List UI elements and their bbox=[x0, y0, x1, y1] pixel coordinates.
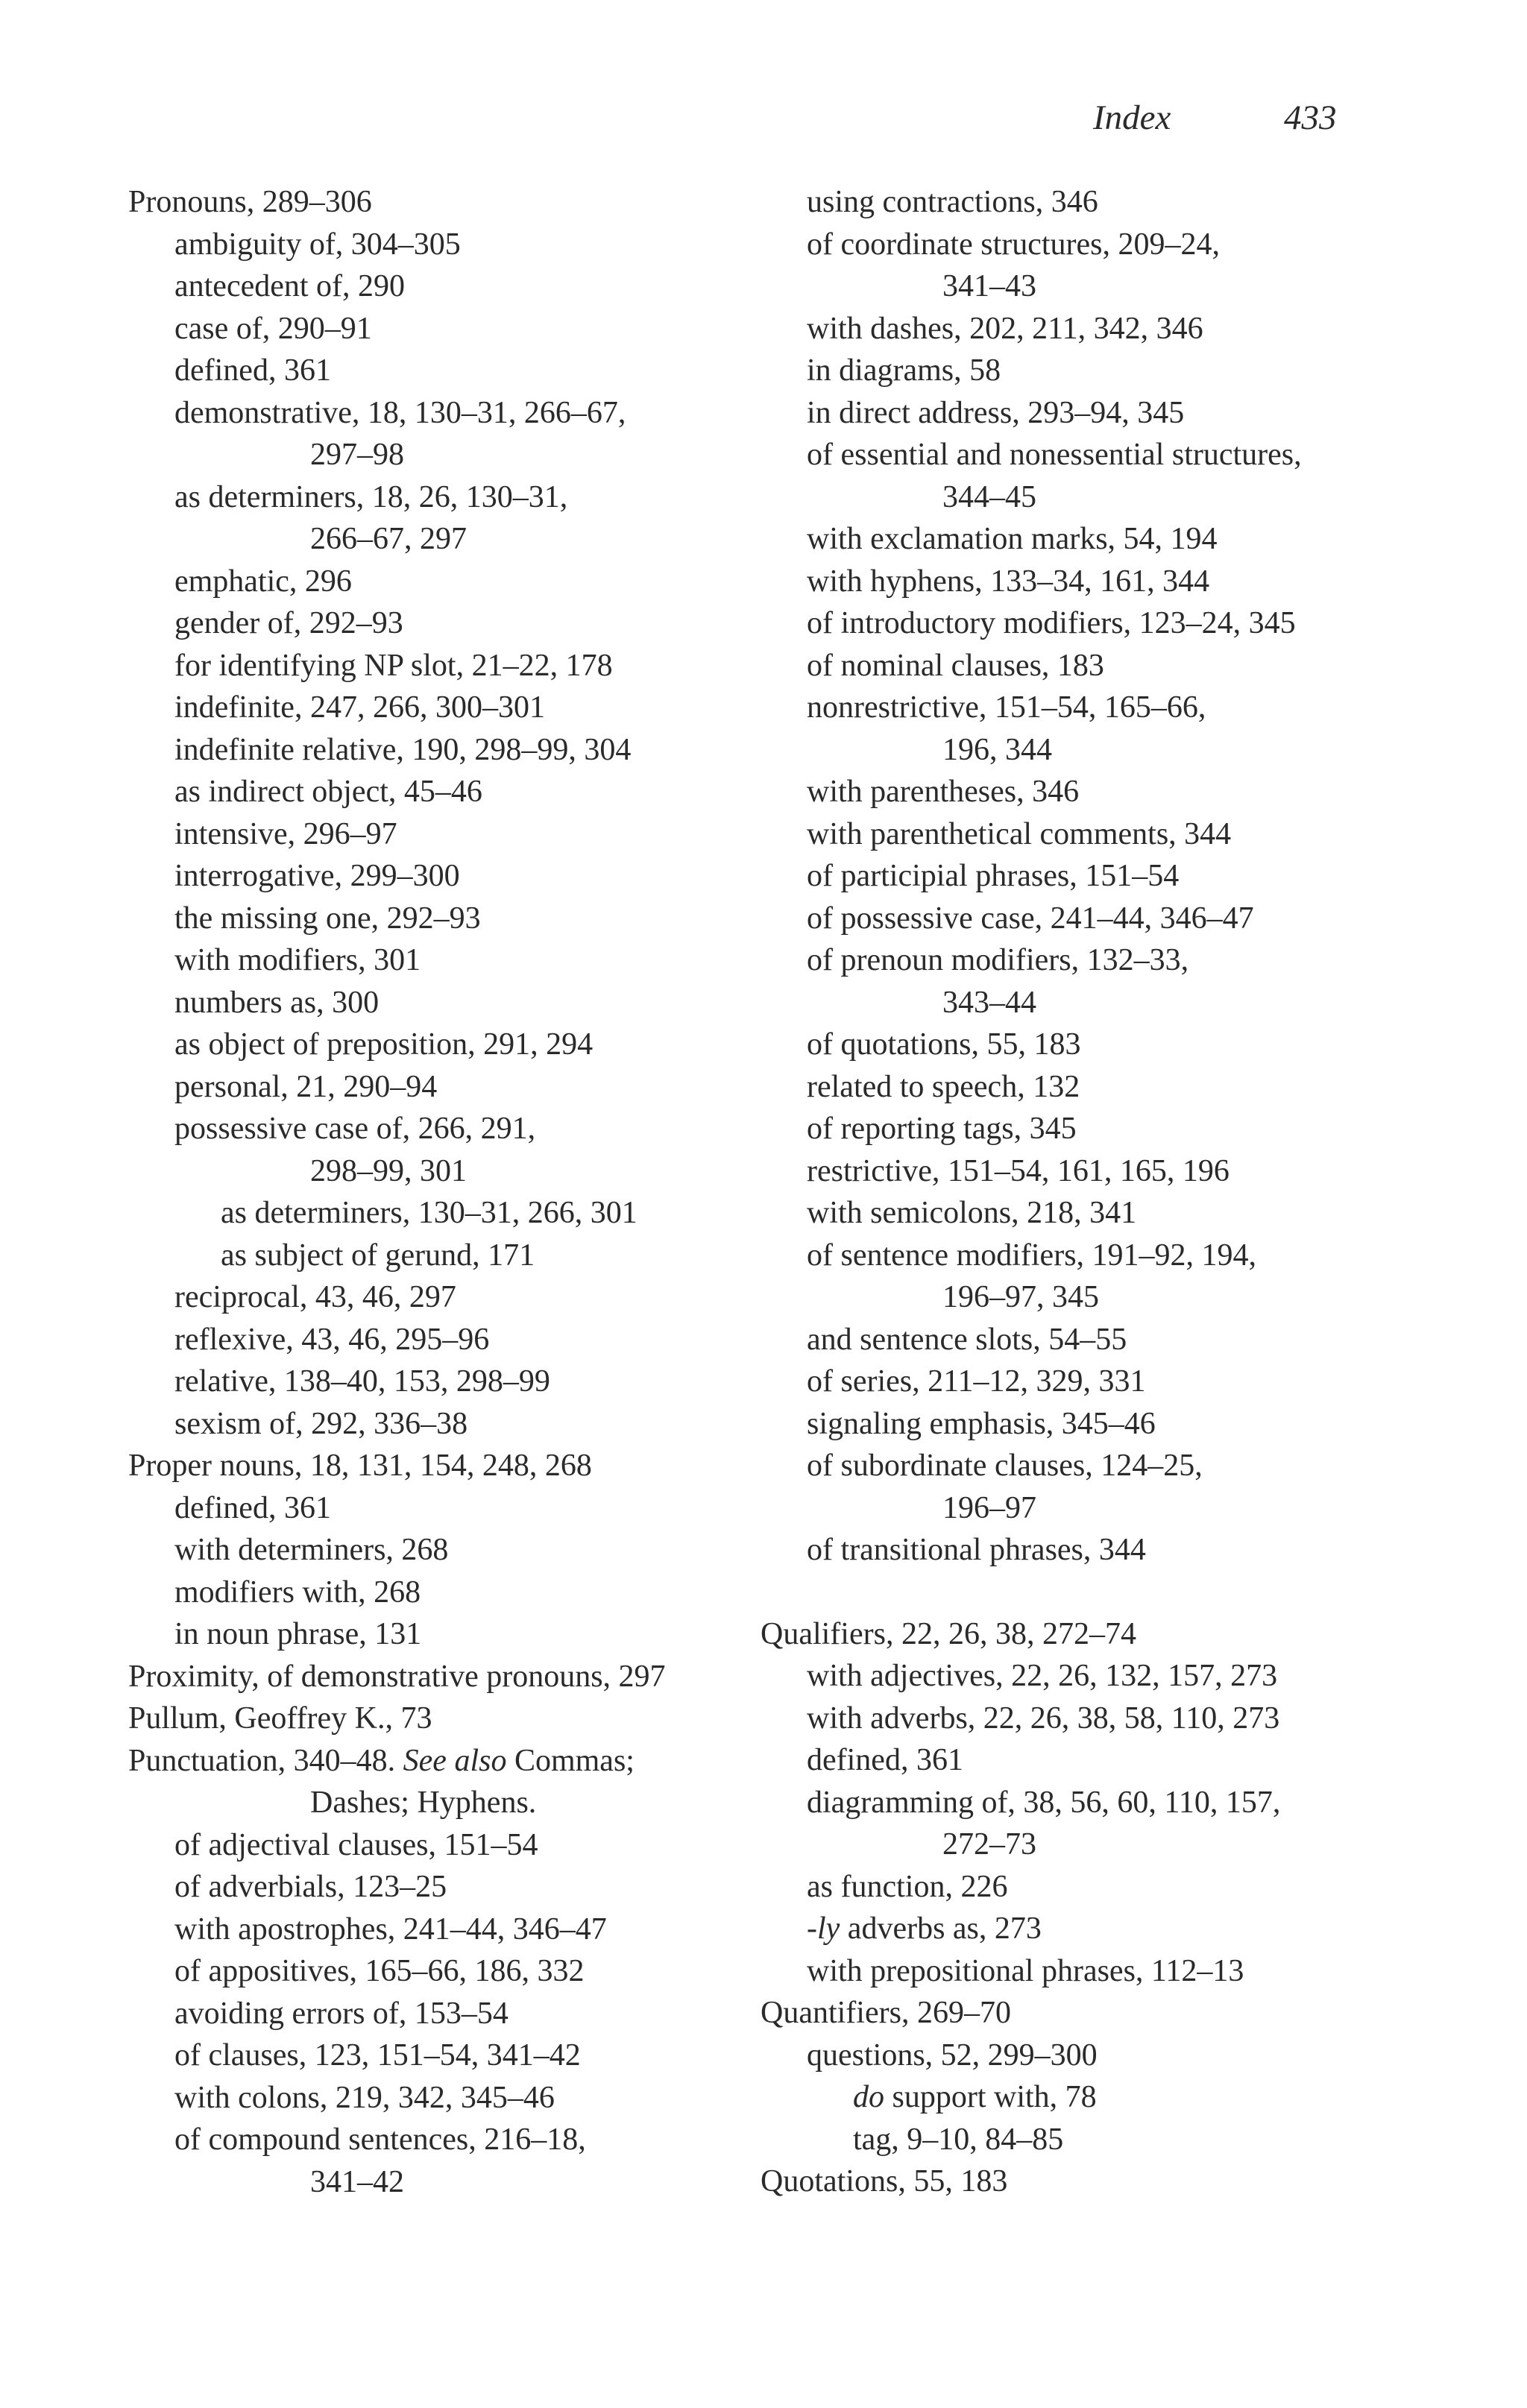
index-subentry bbox=[128, 392, 740, 435]
index-subentry bbox=[128, 2077, 740, 2119]
index-subentry bbox=[761, 1066, 1417, 1109]
index-entry-text: with determiners, 268 bbox=[174, 1533, 449, 1567]
index-subentry bbox=[128, 645, 740, 687]
index-subentry bbox=[128, 476, 740, 519]
index-subentry bbox=[761, 898, 1417, 940]
index-entry-continuation bbox=[761, 476, 1417, 519]
index-entry-text: of reporting tags, 345 bbox=[807, 1112, 1077, 1146]
index-entry-text: with apostrophes, 241–44, 346–47 bbox=[174, 1911, 607, 1947]
index-entry-text: modifiers with, 268 bbox=[174, 1575, 421, 1610]
index-entry-continuation bbox=[761, 265, 1417, 308]
index-entry-text: of subordinate clauses, 124–25, bbox=[807, 1449, 1203, 1483]
index-subentry bbox=[128, 1529, 740, 1572]
index-subentry bbox=[128, 1572, 740, 1614]
index-subentry bbox=[128, 602, 740, 645]
index-subentry bbox=[128, 1276, 740, 1319]
index-entry-continuation bbox=[761, 729, 1417, 772]
index-entry-text: 298–99, 301 bbox=[310, 1153, 467, 1188]
index-subentry bbox=[128, 1066, 740, 1109]
index-subentry bbox=[128, 1487, 740, 1530]
index-subentry bbox=[761, 855, 1417, 898]
index-entry-text: with semicolons, 218, 341 bbox=[807, 1196, 1137, 1230]
index-entry-text: with prepositional phrases, 112–13 bbox=[807, 1953, 1244, 1988]
index-entry-text: interrogative, 299–300 bbox=[174, 859, 460, 893]
index-subentry bbox=[128, 1108, 740, 1150]
index-entry-text: Qualifiers, 22, 26, 38, 272–74 bbox=[761, 1616, 1136, 1651]
running-head: Index bbox=[1093, 98, 1171, 137]
index-subentry bbox=[128, 561, 740, 603]
index-entry-italic: do bbox=[853, 2080, 884, 2114]
index-entry-text: signaling emphasis, 345–46 bbox=[807, 1406, 1156, 1441]
index-subentry bbox=[128, 1024, 740, 1066]
index-entry-text: with parenthetical comments, 344 bbox=[807, 816, 1232, 851]
index-entry-text: 196–97 bbox=[942, 1490, 1036, 1525]
index-entry-text: using contractions, 346 bbox=[807, 185, 1098, 219]
index-entry-text: with adverbs, 22, 26, 38, 58, 110, 273 bbox=[807, 1701, 1280, 1736]
index-entry-text-after: adverbs as, 273 bbox=[840, 1911, 1042, 1946]
index-subentry bbox=[761, 1908, 1417, 1950]
index-subentry bbox=[761, 602, 1417, 645]
index-entry-text: intensive, 296–97 bbox=[174, 816, 397, 851]
index-subentry bbox=[761, 1150, 1417, 1193]
index-subentry bbox=[128, 224, 740, 266]
index-entry-text: of quotations, 55, 183 bbox=[807, 1027, 1081, 1062]
index-subentry bbox=[761, 1866, 1417, 1909]
index-subentry bbox=[128, 308, 740, 350]
index-entry-text: gender of, 292–93 bbox=[174, 606, 403, 640]
index-subentry bbox=[128, 1319, 740, 1361]
index-entry-text: 297–98 bbox=[310, 438, 404, 472]
index-entry-text: indefinite relative, 190, 298–99, 304 bbox=[174, 732, 632, 767]
index-subentry bbox=[761, 1361, 1417, 1403]
index-subentry bbox=[128, 1235, 740, 1277]
index-entry-text: with dashes, 202, 211, 342, 346 bbox=[807, 311, 1203, 346]
index-entry-text: ambiguity of, 304–305 bbox=[174, 227, 461, 262]
index-entry-text: antecedent of, 290 bbox=[174, 269, 406, 303]
index-entry-text: nonrestrictive, 151–54, 165–66, bbox=[807, 690, 1206, 725]
index-entry-text: demonstrative, 18, 130–31, 266–67, bbox=[174, 395, 626, 430]
index-entry-text: related to speech, 132 bbox=[807, 1069, 1080, 1104]
index-subentry bbox=[761, 939, 1417, 982]
index-entry-text: and sentence slots, 54–55 bbox=[807, 1322, 1127, 1357]
index-entry-text: restrictive, 151–54, 161, 165, 196 bbox=[807, 1153, 1230, 1188]
index-main-entry bbox=[761, 1992, 1417, 2034]
index-entry-text: Proximity, of demonstrative pronouns, 297 bbox=[128, 1659, 666, 1694]
index-main-entry bbox=[128, 1698, 740, 1740]
index-entry-text: Pronouns, 289–306 bbox=[128, 185, 372, 219]
index-entry-text: reciprocal, 43, 46, 297 bbox=[174, 1280, 456, 1314]
index-subentry bbox=[761, 1319, 1417, 1361]
index-entry-text: as indirect object, 45–46 bbox=[174, 775, 482, 809]
index-subentry bbox=[761, 771, 1417, 813]
index-subentry bbox=[761, 518, 1417, 561]
index-entry-text: 341–43 bbox=[942, 269, 1036, 303]
index-entry-text: 196, 344 bbox=[942, 732, 1052, 767]
index-entry-text: of possessive case, 241–44, 346–47 bbox=[807, 901, 1254, 936]
index-entry-text: of essential and nonessential structures, bbox=[807, 438, 1302, 472]
index-entry-text: personal, 21, 290–94 bbox=[174, 1069, 438, 1104]
index-subentry bbox=[128, 729, 740, 772]
index-subentry bbox=[128, 898, 740, 940]
index-subentry bbox=[761, 1739, 1417, 1782]
index-entry-text: with modifiers, 301 bbox=[174, 943, 421, 977]
index-entry-text: of adverbials, 123–25 bbox=[174, 1870, 447, 1904]
index-entry-continuation bbox=[761, 1487, 1417, 1530]
index-entry-text: in diagrams, 58 bbox=[807, 353, 1001, 388]
index-entry-text: as function, 226 bbox=[807, 1869, 1008, 1904]
index-subentry bbox=[761, 392, 1417, 435]
index-entry-text: in noun phrase, 131 bbox=[174, 1617, 422, 1651]
index-subentry bbox=[761, 1698, 1417, 1740]
index-main-entry bbox=[128, 181, 740, 224]
index-entry-text: with exclamation marks, 54, 194 bbox=[807, 522, 1218, 556]
index-entry-text: Pullum, Geoffrey K., 73 bbox=[128, 1701, 432, 1736]
index-entry-text: as determiners, 130–31, 266, 301 bbox=[221, 1196, 637, 1230]
index-entry-text: defined, 361 bbox=[174, 353, 331, 388]
index-main-entry bbox=[761, 1613, 1417, 1656]
index-subentry bbox=[761, 1108, 1417, 1150]
index-entry-text: diagramming of, 38, 56, 60, 110, 157, bbox=[807, 1785, 1281, 1820]
index-subentry bbox=[128, 350, 740, 392]
index-entry-text: with hyphens, 133–34, 161, 344 bbox=[807, 564, 1210, 599]
index-entry-text: of compound sentences, 216–18, bbox=[174, 2122, 586, 2157]
index-entry-text: 341–42 bbox=[310, 2164, 404, 2199]
index-entry-continuation bbox=[128, 518, 740, 561]
index-entry-text: with colons, 219, 342, 345–46 bbox=[174, 2080, 555, 2115]
index-column-right bbox=[761, 181, 1417, 2203]
index-subentry bbox=[761, 434, 1417, 476]
index-entry-text: of clauses, 123, 151–54, 341–42 bbox=[174, 2038, 581, 2073]
index-subentry bbox=[128, 1909, 740, 1951]
index-subentry bbox=[128, 1192, 740, 1235]
index-subentry bbox=[128, 687, 740, 729]
index-entry-text: of sentence modifiers, 191–92, 194, bbox=[807, 1238, 1257, 1273]
index-entry-continuation bbox=[761, 1824, 1417, 1866]
index-entry-text: of nominal clauses, 183 bbox=[807, 648, 1104, 683]
index-subentry bbox=[761, 1529, 1417, 1572]
index-entry-text: 266–67, 297 bbox=[310, 522, 467, 556]
index-subentry bbox=[128, 1993, 740, 2035]
index-subentry bbox=[761, 561, 1417, 603]
index-subentry bbox=[128, 2119, 740, 2161]
index-entry-text: of appositives, 165–66, 186, 332 bbox=[174, 1954, 585, 1988]
index-entry-text: 343–44 bbox=[942, 985, 1036, 1020]
page-number: 433 bbox=[1284, 98, 1337, 137]
index-subentry bbox=[761, 645, 1417, 687]
index-entry-text: as subject of gerund, 171 bbox=[221, 1238, 535, 1273]
index-entry-continuation bbox=[128, 434, 740, 476]
index-subentry bbox=[761, 1235, 1417, 1277]
index-entry-continuation bbox=[128, 1782, 740, 1824]
index-column-left bbox=[128, 181, 740, 2203]
index-entry-text: relative, 138–40, 153, 298–99 bbox=[174, 1364, 550, 1399]
index-entry-italic: See also bbox=[403, 1743, 507, 1778]
index-entry-text: questions, 52, 299–300 bbox=[807, 2037, 1098, 2073]
index-subentry bbox=[761, 1403, 1417, 1446]
index-main-entry bbox=[761, 2160, 1417, 2203]
index-entry-text: sexism of, 292, 336–38 bbox=[174, 1406, 468, 1441]
index-entry-text: of prenoun modifiers, 132–33, bbox=[807, 943, 1189, 977]
index-entry-text: possessive case of, 266, 291, bbox=[174, 1112, 536, 1146]
index-subentry bbox=[128, 855, 740, 898]
index-main-entry bbox=[128, 1445, 740, 1487]
index-subentry bbox=[761, 2119, 1417, 2161]
index-subentry bbox=[761, 224, 1417, 266]
index-subentry bbox=[761, 2076, 1417, 2119]
index-entry-text-after: support with, 78 bbox=[884, 2080, 1097, 2114]
index-entry-continuation bbox=[128, 1150, 740, 1193]
index-entry-text: the missing one, 292–93 bbox=[174, 901, 481, 936]
index-subentry bbox=[128, 982, 740, 1024]
index-subentry bbox=[761, 813, 1417, 856]
index-subentry bbox=[761, 1192, 1417, 1235]
index-subentry bbox=[128, 1824, 740, 1867]
index-entry-text: numbers as, 300 bbox=[174, 985, 380, 1020]
index-entry-text: with adjectives, 22, 26, 132, 157, 273 bbox=[807, 1659, 1278, 1693]
index-entry-italic: -ly bbox=[807, 1911, 840, 1946]
index-entry-text: 344–45 bbox=[942, 479, 1036, 514]
index-entry-text-after: Commas; bbox=[506, 1743, 635, 1778]
index-subentry bbox=[761, 2034, 1417, 2077]
index-subentry bbox=[761, 1782, 1417, 1824]
index-entry-continuation bbox=[128, 2161, 740, 2204]
index-subentry bbox=[761, 1445, 1417, 1487]
index-entry-text: defined, 361 bbox=[174, 1490, 331, 1525]
index-entry-text: of coordinate structures, 209–24, bbox=[807, 227, 1221, 262]
index-entry-text: reflexive, 43, 46, 295–96 bbox=[174, 1322, 490, 1357]
index-entry-text: of transitional phrases, 344 bbox=[807, 1533, 1146, 1567]
index-subentry bbox=[761, 1024, 1417, 1066]
index-subentry bbox=[128, 265, 740, 308]
index-entry-text: tag, 9–10, 84–85 bbox=[853, 2122, 1064, 2157]
index-entry-continuation bbox=[761, 1276, 1417, 1319]
index-entry-text: Quantifiers, 269–70 bbox=[761, 1996, 1011, 2030]
index-subentry bbox=[128, 1361, 740, 1403]
index-entry-text: Quotations, 55, 183 bbox=[761, 2164, 1008, 2199]
index-entry-text: with parentheses, 346 bbox=[807, 775, 1080, 809]
index-subentry bbox=[128, 1403, 740, 1446]
index-subentry bbox=[128, 813, 740, 856]
index-entry-text: for identifying NP slot, 21–22, 178 bbox=[174, 648, 613, 683]
index-subentry bbox=[128, 1866, 740, 1909]
index-subentry bbox=[128, 939, 740, 982]
index-subentry bbox=[761, 308, 1417, 350]
index-entry-text: as determiners, 18, 26, 130–31, bbox=[174, 479, 568, 514]
index-main-entry bbox=[128, 1740, 740, 1783]
index-subentry bbox=[761, 1655, 1417, 1698]
index-entry-text: of adjectival clauses, 151–54 bbox=[174, 1827, 538, 1862]
index-entry-text: in direct address, 293–94, 345 bbox=[807, 395, 1185, 430]
index-entry-text: avoiding errors of, 153–54 bbox=[174, 1996, 509, 2031]
index-entry-text: of series, 211–12, 329, 331 bbox=[807, 1364, 1146, 1399]
index-entry-text: Proper nouns, 18, 131, 154, 248, 268 bbox=[128, 1449, 592, 1483]
index-subentry bbox=[128, 771, 740, 813]
index-entry-text: as object of preposition, 291, 294 bbox=[174, 1027, 594, 1062]
index-entry-text: case of, 290–91 bbox=[174, 311, 372, 346]
index-main-entry bbox=[128, 1656, 740, 1698]
index-entry-text: Punctuation, 340–48. bbox=[128, 1743, 403, 1778]
index-entry-text: 272–73 bbox=[942, 1827, 1036, 1862]
index-entry-text: defined, 361 bbox=[807, 1743, 963, 1777]
index-subentry bbox=[761, 1950, 1417, 1993]
index-subentry bbox=[128, 1613, 740, 1656]
index-subentry bbox=[761, 687, 1417, 729]
index-entry-text: of introductory modifiers, 123–24, 345 bbox=[807, 606, 1296, 640]
index-entry-text: emphatic, 296 bbox=[174, 564, 352, 599]
index-entry-text: 196–97, 345 bbox=[942, 1280, 1099, 1314]
index-subentry bbox=[128, 1950, 740, 1993]
index-entry-text: of participial phrases, 151–54 bbox=[807, 859, 1180, 893]
index-subentry bbox=[128, 2034, 740, 2077]
index-subentry bbox=[761, 350, 1417, 392]
index-entry-continuation bbox=[761, 982, 1417, 1024]
index-entry-text: indefinite, 247, 266, 300–301 bbox=[174, 690, 545, 725]
index-entry-text: Dashes; Hyphens. bbox=[310, 1785, 537, 1820]
index-subentry bbox=[761, 181, 1417, 224]
